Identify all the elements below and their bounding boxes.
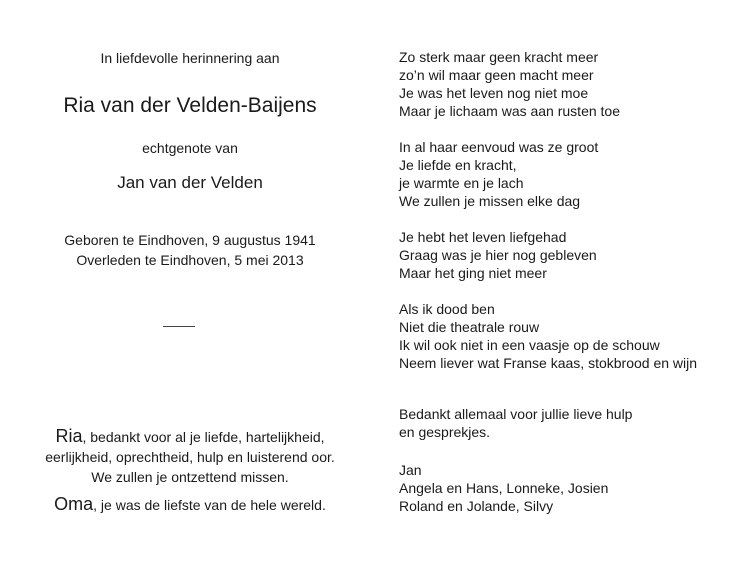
family-line: Roland en Jolande, Silvy	[399, 498, 554, 514]
tribute-lead: Ria	[55, 426, 83, 446]
poem-line: We zullen je missen elke dag	[399, 193, 581, 209]
poem-line: Zo sterk maar geen kracht meer	[399, 49, 599, 65]
thanks-line: Bedankt allemaal voor jullie lieve hulp	[399, 406, 633, 422]
deceased-name: Ria van der Velden-Baijens	[63, 94, 317, 117]
poem-stanza-3	[399, 228, 719, 282]
oma-lead: Oma	[54, 494, 94, 514]
poem-line: Ik wil ook niet in een vaasje op de schouw	[399, 337, 660, 353]
poem-line: Graag was je hier nog gebleven	[399, 247, 597, 263]
tribute-line-3: We zullen je ontzettend missen.	[91, 469, 289, 485]
divider	[163, 326, 195, 327]
poem-line: zo’n wil maar geen macht meer	[399, 67, 594, 83]
dates-block	[30, 230, 350, 270]
poem-line: Neem liever wat Franse kaas, stokbrood en wijn	[399, 355, 698, 371]
poem-line: je warmte en je lach	[399, 175, 524, 191]
poem-line: Maar het ging niet meer	[399, 265, 547, 281]
spouse-label: echtgenote van	[142, 140, 238, 156]
thanks-block	[399, 405, 719, 441]
poem-line: Als ik dood ben	[399, 301, 495, 317]
poem-line: Je was het leven nog niet moe	[399, 85, 589, 101]
poem-stanza-2	[399, 138, 719, 210]
tribute-line-1: , bedankt voor al je liefde, hartelijkheid,	[82, 429, 325, 445]
poem-line: Maar je lichaam was aan rusten toe	[399, 103, 620, 119]
poem-stanza-4	[399, 300, 719, 372]
spouse-name: Jan van der Velden	[117, 173, 263, 192]
family-block	[399, 461, 719, 515]
poem-line: Je hebt het leven liefgehad	[399, 229, 567, 245]
poem-line: Je liefde en kracht,	[399, 157, 517, 173]
oma-line	[30, 494, 350, 515]
thanks-line: en gesprekjes.	[399, 424, 491, 440]
death-line: Overleden te Eindhoven, 5 mei 2013	[76, 252, 304, 268]
poem-stanza-1	[399, 48, 719, 120]
family-line: Jan	[399, 462, 422, 478]
poem-line: Niet die theatrale rouw	[399, 319, 540, 335]
oma-rest: , je was de liefste van de hele wereld.	[93, 497, 326, 513]
tribute-line-2: eerlijkheid, oprechtheid, hulp en luisterend oor.	[45, 449, 335, 465]
intro-text: In liefdevolle herinnering aan	[100, 50, 280, 66]
family-line: Angela en Hans, Lonneke, Josien	[399, 480, 609, 496]
birth-line: Geboren te Eindhoven, 9 augustus 1941	[64, 232, 316, 248]
poem-line: In al haar eenvoud was ze groot	[399, 139, 599, 155]
tribute-block	[30, 426, 350, 487]
poem	[399, 48, 719, 390]
